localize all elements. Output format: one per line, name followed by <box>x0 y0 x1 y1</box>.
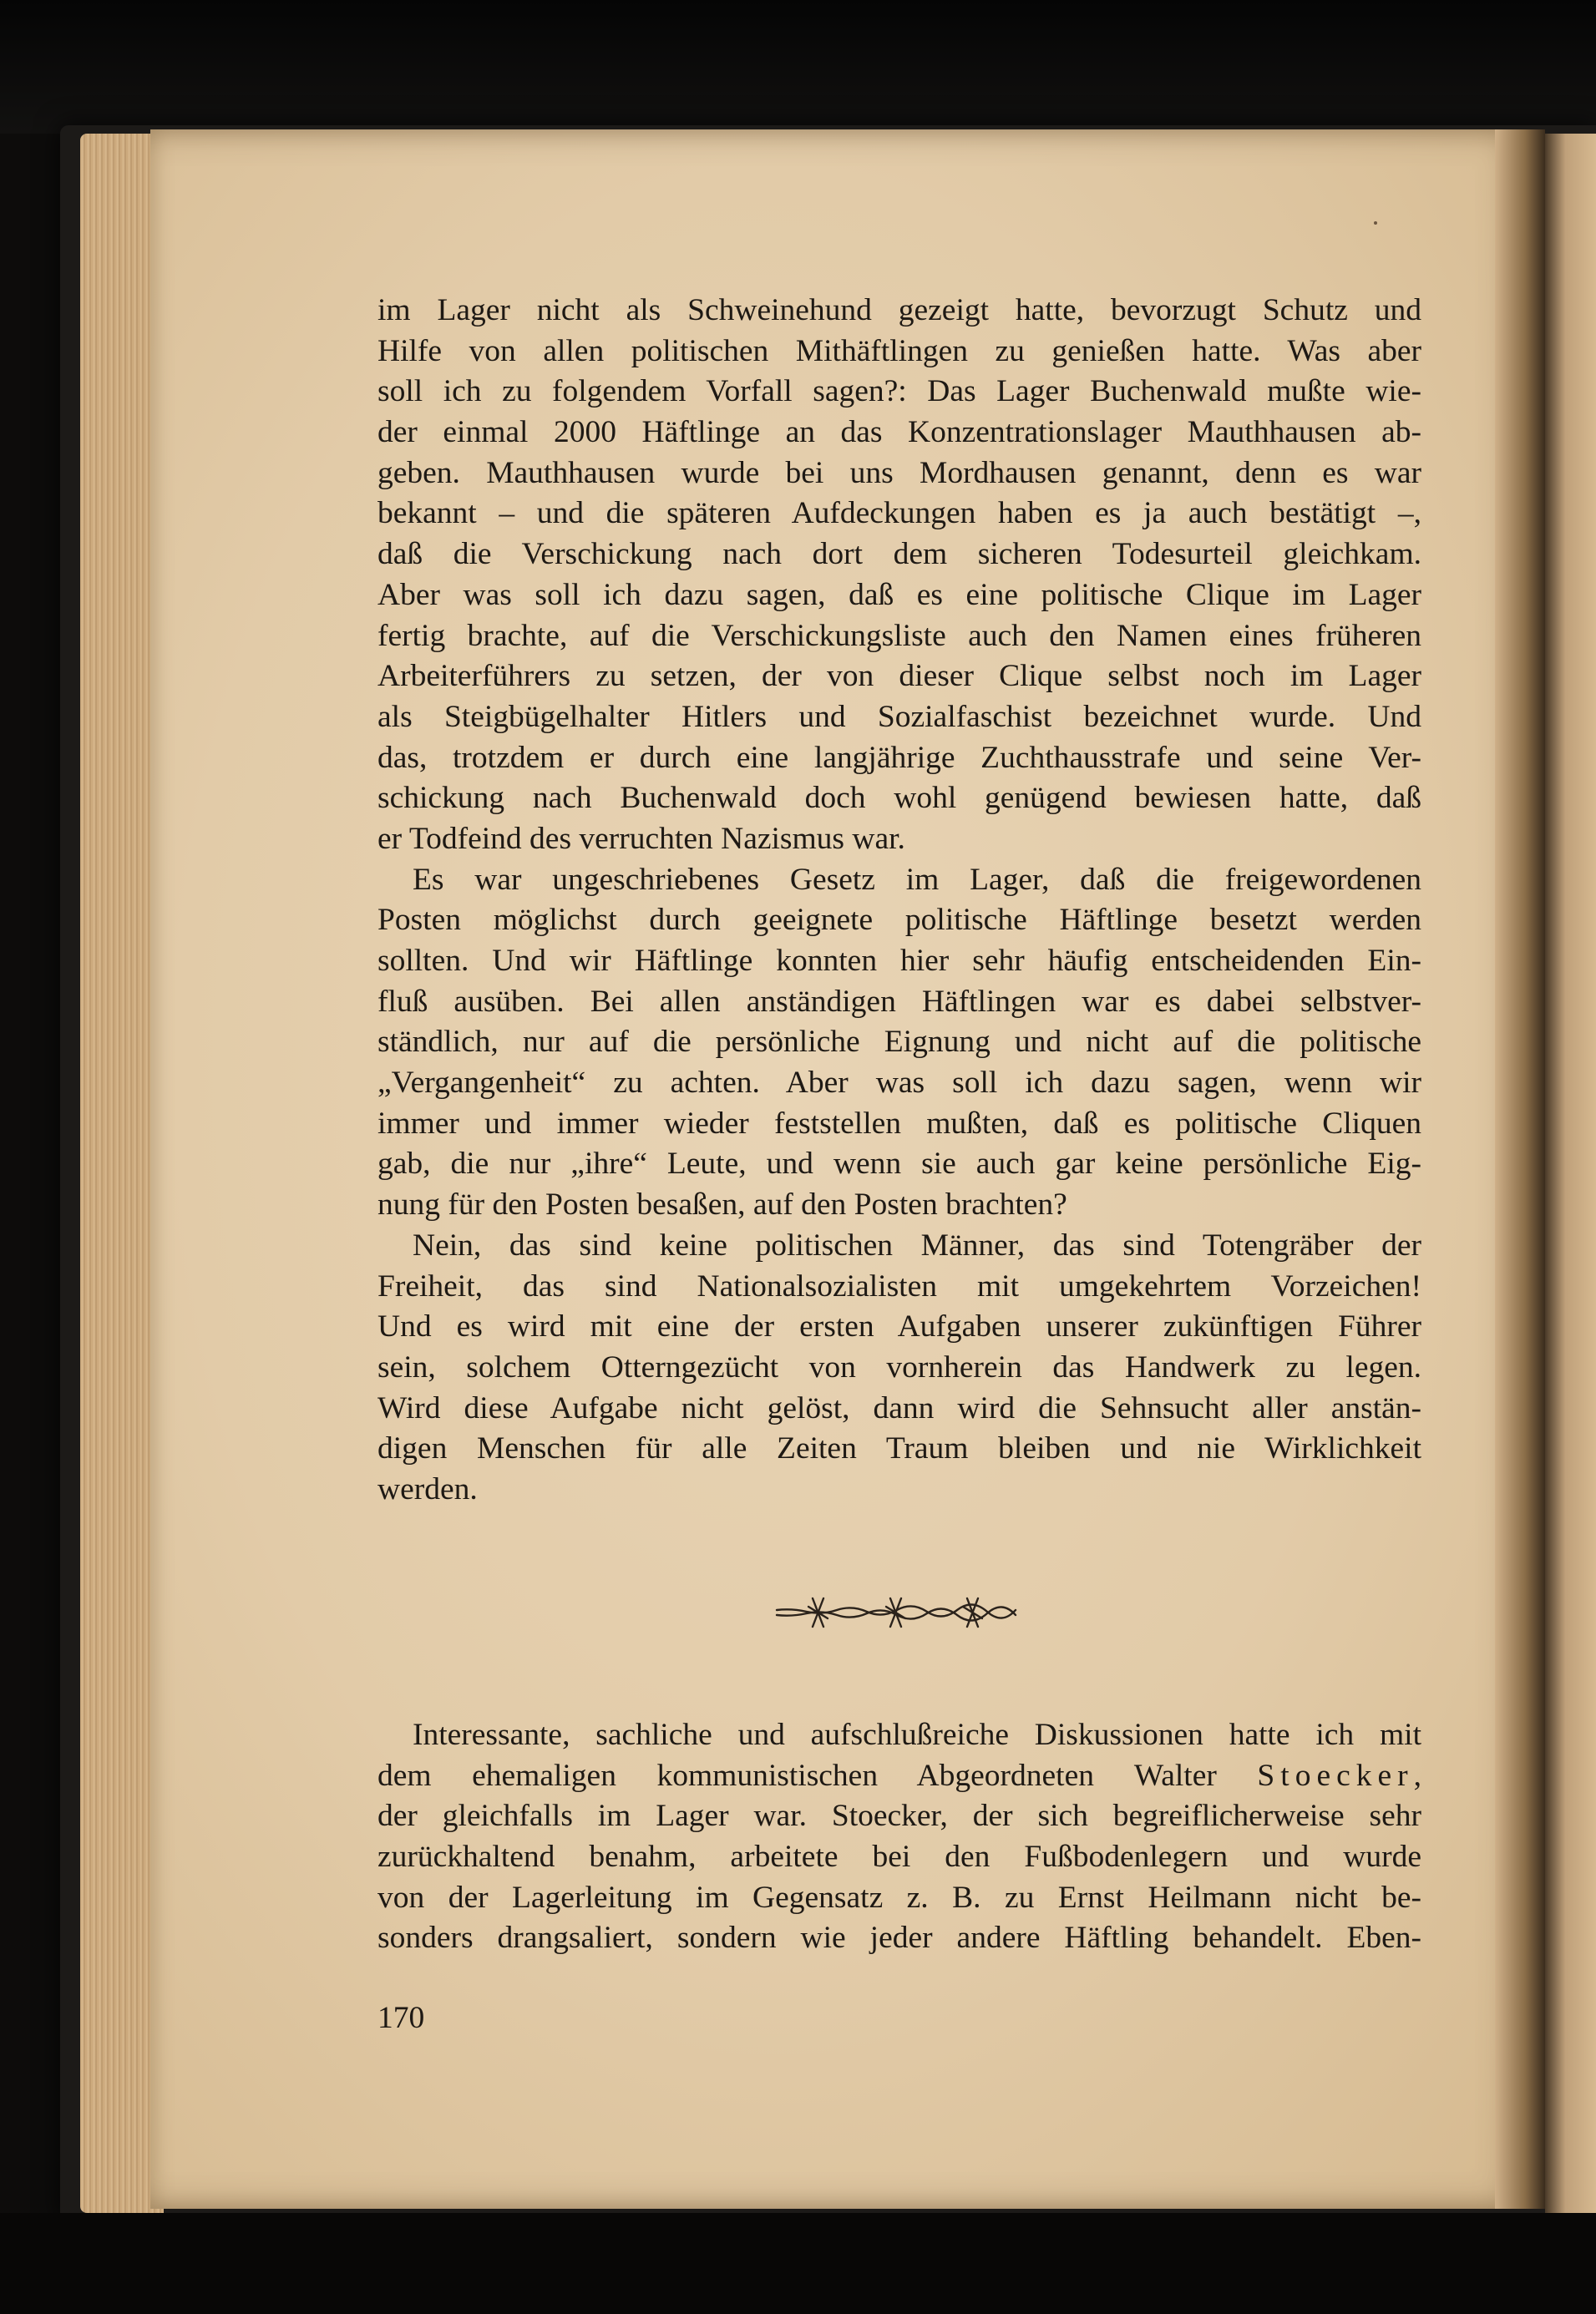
text-line: gab, die nur „ihre“ Leute, und wenn sie auch gar keine persönliche Eig- <box>377 1147 1421 1182</box>
text-line: der gleichfalls im Lager war. Stoecker, der sich begreiflicherweise sehr <box>377 1799 1421 1834</box>
paper-speck <box>1374 221 1377 225</box>
text-line: der einmal 2000 Häftlinge an das Konzentrationslager Mauthhausen ab- <box>377 415 1421 450</box>
text-line: Und es wird mit eine der ersten Aufgaben unserer zukünftigen Führer <box>377 1309 1421 1344</box>
text-line: immer und immer wieder feststellen mußten, daß es politische Cliquen <box>377 1106 1421 1141</box>
text-line: fertig brachte, auf die Verschickungsliste auch den Namen eines früheren <box>377 618 1421 653</box>
text-line: er Todfeind des verruchten Nazismus war. <box>377 821 905 856</box>
text-line: das, trotzdem er durch eine langjährige Zuchthausstrafe und seine Ver- <box>377 740 1421 775</box>
text-line: schickung nach Buchenwald doch wohl genügend bewiesen hatte, daß <box>377 781 1421 816</box>
text-line: werden. <box>377 1471 478 1506</box>
text-line: Aber was soll ich dazu sagen, daß es eine politische Clique im Lager <box>377 577 1421 612</box>
body-text-section-two <box>377 1715 1421 1959</box>
facing-page-edge <box>1545 134 1596 2213</box>
text-line: „Vergangenheit“ zu achten. Aber was soll ich dazu sagen, wenn wir <box>377 1066 1421 1101</box>
book-gutter <box>1495 129 1545 2209</box>
body-text-section-one <box>377 291 1421 1511</box>
text-line: Nein, das sind keine politischen Männer, das sind Totengräber der <box>413 1228 1421 1263</box>
text-line: sollten. Und wir Häftlinge konnten hier sehr häufig entscheidenden Ein- <box>377 944 1421 978</box>
backdrop-bottom <box>0 2213 1596 2314</box>
text-line: sein, solchem Otterngezücht von vornherein das Handwerk zu legen. <box>377 1349 1421 1385</box>
text-line: Freiheit, das sind Nationalsozialisten mit umgekehrtem Vorzeichen! <box>377 1268 1421 1304</box>
text-line: nung für den Posten besaßen, auf den Posten brachten? <box>377 1187 1067 1223</box>
emphasized-name: Stoecker <box>1257 1758 1414 1793</box>
text-line: im Lager nicht als Schweinehund gezeigt hatte, bevorzugt Schutz und <box>377 293 1421 327</box>
text-line: als Steigbügelhalter Hitlers und Sozialfaschist bezeichnet wurde. Und <box>377 699 1421 734</box>
text-line: bekannt – und die späteren Aufdeckungen haben es ja auch bestätigt –, <box>377 496 1421 531</box>
backdrop-top <box>0 0 1596 134</box>
text-line: daß die Verschickung nach dort dem sicheren Todesurteil gleichkam. <box>377 537 1421 572</box>
text-line <box>377 1756 1421 1797</box>
text-line: soll ich zu folgendem Vorfall sagen?: Das Lager Buchenwald mußte wie- <box>377 374 1421 409</box>
page-number: 170 <box>377 2001 425 2035</box>
text-line: Posten möglichst durch geeignete politische Häftlinge besetzt werden <box>377 903 1421 938</box>
text-fragment: dem ehemaligen kommunistischen Abgeordneten Walter <box>377 1758 1258 1793</box>
text-line: ständlich, nur auf die persönliche Eignung und nicht auf die politische <box>377 1025 1421 1060</box>
barbed-wire-ornament <box>775 1592 1017 1633</box>
text-fragment: , <box>1413 1758 1421 1793</box>
text-line: Es war ungeschriebenes Gesetz im Lager, daß die freigewordenen <box>413 862 1421 897</box>
text-line: Wird diese Aufgabe nicht gelöst, dann wird die Sehnsucht aller anstän- <box>377 1390 1421 1425</box>
text-line: sonders drangsaliert, sondern wie jeder andere Häftling behandelt. Eben- <box>377 1921 1421 1956</box>
text-line: zurückhaltend benahm, arbeitete bei den Fußbodenlegern und wurde <box>377 1840 1421 1875</box>
text-line: Arbeiterführers zu setzen, der von dieser Clique selbst noch im Lager <box>377 659 1421 694</box>
text-line: fluß ausüben. Bei allen anständigen Häftlingen war es dabei selbstver- <box>377 984 1421 1019</box>
text-line: geben. Mauthhausen wurde bei uns Mordhausen genannt, denn es war <box>377 455 1421 490</box>
text-line: Hilfe von allen politischen Mithäftlingen zu genießen hatte. Was aber <box>377 333 1421 368</box>
text-line: Interessante, sachliche und aufschlußreiche Diskussionen hatte ich mit <box>413 1718 1421 1752</box>
text-line: digen Menschen für alle Zeiten Traum bleiben und nie Wirklichkeit <box>377 1431 1421 1466</box>
text-line: von der Lagerleitung im Gegensatz z. B. zu Ernst Heilmann nicht be- <box>377 1880 1421 1915</box>
